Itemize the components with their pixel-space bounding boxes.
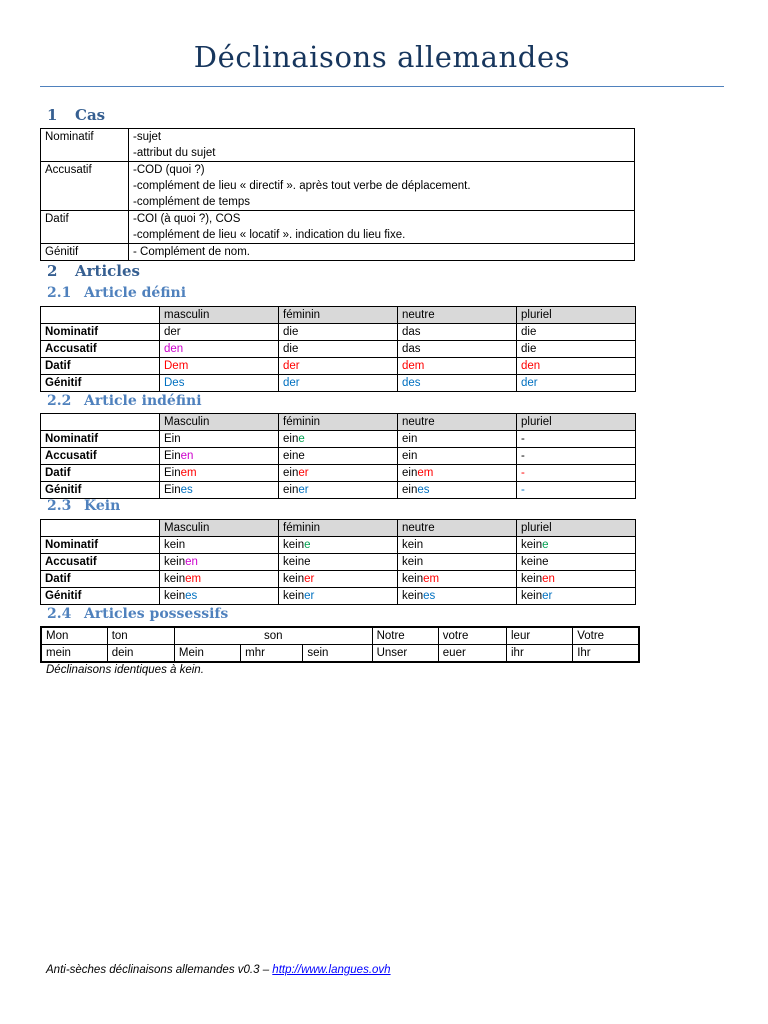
article-ending: er (304, 573, 315, 585)
declension-cell (398, 554, 517, 571)
article-ending: der (521, 377, 538, 389)
article-ending: e (298, 433, 305, 445)
heading-number: 2.1 (47, 285, 72, 301)
heading-label: Kein (84, 498, 121, 514)
column-header: féminin (279, 520, 398, 537)
table-row (41, 162, 635, 211)
declension-cell (279, 482, 398, 499)
case-usage (129, 244, 635, 261)
declension-cell (398, 375, 517, 392)
column-header: neutre (398, 414, 517, 431)
article-stem: keine (283, 556, 311, 568)
usage-line: -attribut du sujet (133, 147, 216, 159)
table-corner (41, 307, 160, 324)
row-case-label: Nominatif (41, 537, 160, 554)
declension-cell (517, 588, 636, 605)
possessif-header: Notre (372, 627, 438, 645)
article-stem: kein (402, 573, 424, 585)
article-ending: - (521, 467, 525, 479)
page-title: Déclinaisons allemandes (193, 40, 571, 74)
table-row (41, 482, 636, 499)
table-row (41, 211, 635, 244)
article-stem: eine (283, 450, 305, 462)
article-stem: kein (521, 590, 543, 602)
heading-number: 2 (47, 262, 58, 280)
article-stem: der (164, 326, 181, 338)
article-ending: em (180, 467, 197, 479)
row-case-label: Accusatif (41, 448, 160, 465)
declension-cell (279, 431, 398, 448)
article-ending: e (542, 539, 549, 551)
article-ending: er (298, 467, 309, 479)
column-header: neutre (398, 307, 517, 324)
article-stem: kein (521, 539, 543, 551)
declension-cell (517, 448, 636, 465)
article-ending: es (423, 590, 436, 602)
heading-article-defini (47, 285, 186, 301)
declension-cell (517, 465, 636, 482)
row-case-label: Datif (41, 571, 160, 588)
table-row (41, 324, 636, 341)
declension-cell (160, 375, 279, 392)
declension-cell (160, 324, 279, 341)
article-stem: keine (521, 556, 549, 568)
declension-cell (160, 341, 279, 358)
case-name: Génitif (41, 244, 129, 261)
table-row (41, 341, 636, 358)
table-corner (41, 520, 160, 537)
column-header: Masculin (160, 520, 279, 537)
declension-cell (398, 537, 517, 554)
column-header: pluriel (517, 307, 636, 324)
article-ending: es (185, 590, 198, 602)
table-row (41, 465, 636, 482)
declension-cell (160, 431, 279, 448)
table-row (41, 645, 639, 663)
table-row (41, 571, 636, 588)
article-ending: e (304, 539, 311, 551)
article-stem: kein (402, 556, 424, 568)
footer-link[interactable]: http://www.langues.ovh (272, 964, 391, 976)
declension-cell (398, 358, 517, 375)
article-ending: er (298, 484, 309, 496)
table-row (41, 627, 639, 645)
declension-cell (279, 448, 398, 465)
table-row (41, 537, 636, 554)
declension-cell (279, 537, 398, 554)
article-ending: em (423, 573, 440, 585)
case-usage (129, 162, 635, 211)
article-stem: ein (402, 433, 418, 445)
declension-cell (517, 431, 636, 448)
table-corner (41, 414, 160, 431)
row-case-label: Nominatif (41, 431, 160, 448)
declension-cell (279, 465, 398, 482)
column-header: Masculin (160, 414, 279, 431)
usage-line: -COI (à quoi ?), COS (133, 213, 241, 225)
heading-cas (47, 106, 105, 124)
column-header: masculin (160, 307, 279, 324)
article-ending: em (417, 467, 434, 479)
article-defini-table (40, 306, 636, 392)
article-stem: die (283, 326, 299, 338)
article-stem: Ein (164, 484, 181, 496)
case-usage (129, 129, 635, 162)
possessif-value: Mein (174, 645, 240, 663)
table-row (41, 358, 636, 375)
article-ending: en (542, 573, 555, 585)
possessif-header: Votre (573, 627, 639, 645)
declension-cell (398, 482, 517, 499)
table-row (41, 431, 636, 448)
article-stem: - (521, 433, 525, 445)
heading-number: 2.2 (47, 393, 72, 409)
heading-label: Articles (75, 262, 140, 280)
table-row (41, 375, 636, 392)
declension-cell (279, 341, 398, 358)
article-ending: des (402, 377, 421, 389)
declension-cell (398, 571, 517, 588)
title-divider (40, 86, 724, 87)
declension-cell (160, 448, 279, 465)
article-ending: der (283, 377, 300, 389)
possessif-header: votre (438, 627, 506, 645)
possessif-value: mein (41, 645, 107, 663)
declension-cell (279, 358, 398, 375)
article-ending: es (180, 484, 193, 496)
possessif-value: euer (438, 645, 506, 663)
declension-cell (398, 431, 517, 448)
possessif-value: Ihr (573, 645, 639, 663)
article-stem: die (521, 343, 537, 355)
article-stem: kein (402, 590, 424, 602)
table-row (41, 588, 636, 605)
row-case-label: Datif (41, 358, 160, 375)
declension-cell (517, 537, 636, 554)
possessif-value: dein (107, 645, 174, 663)
heading-number: 2.4 (47, 606, 72, 622)
row-case-label: Nominatif (41, 324, 160, 341)
declension-cell (517, 358, 636, 375)
case-name: Datif (41, 211, 129, 244)
table-header-row (41, 414, 636, 431)
table-row (41, 244, 635, 261)
column-header: féminin (279, 307, 398, 324)
table-header-row (41, 307, 636, 324)
possessif-header: Mon (41, 627, 107, 645)
table-row (41, 129, 635, 162)
article-ending: em (185, 573, 202, 585)
row-case-label: Génitif (41, 375, 160, 392)
article-stem: kein (521, 573, 543, 585)
declension-cell (279, 571, 398, 588)
usage-line: - Complément de nom. (133, 246, 250, 258)
possessif-value: sein (303, 645, 372, 663)
cas-table (40, 128, 635, 261)
declension-cell (398, 448, 517, 465)
declension-cell (517, 324, 636, 341)
table-header-row (41, 520, 636, 537)
case-name: Nominatif (41, 129, 129, 162)
article-stem: kein (283, 539, 305, 551)
heading-kein (47, 498, 120, 514)
article-stem: kein (164, 539, 186, 551)
article-stem: ein (402, 450, 418, 462)
usage-line: -complément de temps (133, 196, 250, 208)
article-ending: dem (402, 360, 425, 372)
heading-number: 1 (47, 106, 58, 124)
column-header: féminin (279, 414, 398, 431)
article-stem: die (283, 343, 299, 355)
article-stem: kein (283, 573, 305, 585)
heading-label: Article défini (84, 285, 187, 301)
declension-cell (517, 375, 636, 392)
article-stem: die (521, 326, 537, 338)
declension-cell (398, 341, 517, 358)
usage-line: -complément de lieu « directif ». après tout verbe de déplacement. (133, 180, 471, 192)
declension-cell (279, 588, 398, 605)
usage-line: -COD (quoi ?) (133, 164, 205, 176)
footer (46, 964, 391, 976)
declension-cell (517, 341, 636, 358)
declension-cell (279, 324, 398, 341)
declension-cell (160, 571, 279, 588)
article-stem: - (521, 450, 525, 462)
heading-label: Article indéfini (84, 393, 202, 409)
article-stem: kein (164, 590, 186, 602)
footer-text: Anti-sèches déclinaisons allemandes v0.3 – (46, 964, 273, 976)
column-header: pluriel (517, 520, 636, 537)
row-case-label: Génitif (41, 588, 160, 605)
article-ending: den (521, 360, 541, 372)
article-stem: Ein (164, 467, 181, 479)
heading-label: Articles possessifs (84, 606, 229, 622)
article-stem: kein (164, 573, 186, 585)
article-stem: kein (283, 590, 305, 602)
declension-cell (160, 554, 279, 571)
article-stem: ein (402, 467, 418, 479)
article-stem: das (402, 343, 421, 355)
declension-cell (517, 571, 636, 588)
case-usage (129, 211, 635, 244)
case-name: Accusatif (41, 162, 129, 211)
table-row (41, 448, 636, 465)
possessif-value: mhr (241, 645, 303, 663)
kein-table (40, 519, 636, 605)
article-ending: en (185, 556, 198, 568)
declension-cell (279, 375, 398, 392)
heading-label: Cas (75, 106, 106, 124)
declension-cell (398, 465, 517, 482)
article-stem: Ein (164, 433, 181, 445)
heading-article-indefini (47, 393, 202, 409)
article-ending: es (417, 484, 430, 496)
possessif-header: son (174, 627, 372, 645)
declension-cell (160, 588, 279, 605)
article-ending: er (542, 590, 553, 602)
article-ending: den (164, 343, 184, 355)
declension-cell (160, 482, 279, 499)
declension-cell (160, 537, 279, 554)
row-case-label: Accusatif (41, 554, 160, 571)
row-case-label: Datif (41, 465, 160, 482)
article-ending: Dem (164, 360, 189, 372)
article-indefini-table (40, 413, 636, 499)
heading-articles (47, 262, 140, 280)
article-stem: ein (402, 484, 418, 496)
row-case-label: Génitif (41, 482, 160, 499)
table-row (41, 554, 636, 571)
column-header: neutre (398, 520, 517, 537)
article-ending: - (521, 484, 525, 496)
row-case-label: Accusatif (41, 341, 160, 358)
heading-number: 2.3 (47, 498, 72, 514)
declension-cell (398, 588, 517, 605)
article-ending: der (283, 360, 300, 372)
usage-line: -sujet (133, 131, 162, 143)
declension-cell (398, 324, 517, 341)
article-stem: das (402, 326, 421, 338)
possessifs-table (40, 626, 640, 663)
column-header: pluriel (517, 414, 636, 431)
article-ending: en (180, 450, 194, 462)
declension-cell (160, 358, 279, 375)
article-stem: ein (283, 484, 299, 496)
declension-cell (517, 482, 636, 499)
usage-line: -complément de lieu « locatif ». indication du lieu fixe. (133, 229, 406, 241)
possessif-value: Unser (372, 645, 438, 663)
note-text: Déclinaisons identiques à kein. (46, 664, 204, 676)
heading-articles-possessifs (47, 606, 228, 622)
article-stem: Ein (164, 450, 181, 462)
article-stem: kein (402, 539, 424, 551)
article-stem: kein (164, 556, 186, 568)
declension-cell (279, 554, 398, 571)
possessif-value: ihr (507, 645, 573, 663)
declension-cell (517, 554, 636, 571)
article-ending: Des (164, 377, 185, 389)
article-stem: ein (283, 467, 299, 479)
possessif-header: ton (107, 627, 174, 645)
article-stem: ein (283, 433, 299, 445)
article-ending: er (304, 590, 315, 602)
possessif-header: leur (507, 627, 573, 645)
declension-cell (160, 465, 279, 482)
